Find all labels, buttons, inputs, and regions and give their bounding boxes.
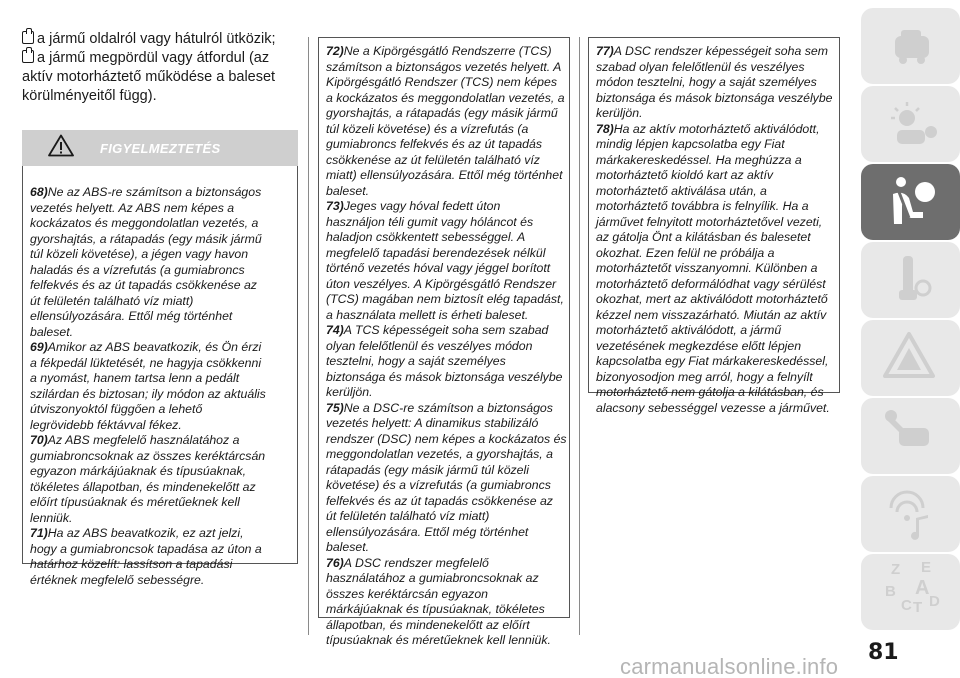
warning-line — [30, 449, 293, 465]
note-text: úton veszélyes. A Kipörgésgátló Rendszer — [326, 276, 557, 291]
warning-line — [596, 354, 835, 370]
note-text: alacsony sebességgel vezesse a járművet. — [596, 400, 830, 415]
warning-line — [30, 371, 293, 387]
warning-line — [326, 571, 565, 587]
warning-line — [596, 292, 835, 308]
note-text: Ne az ABS-re számítson a biztonságos — [47, 185, 262, 199]
svg-text:C: C — [901, 597, 912, 614]
note-text: Ne a Kipörgésgátló Rendszerre (TCS) — [343, 44, 552, 58]
warning-line — [30, 356, 293, 372]
warning-line — [30, 294, 293, 310]
note-text: ellensúlyozására. Ettől még történhet — [30, 309, 233, 323]
warning-line — [596, 106, 835, 122]
note-text: miatt) ellensúlyozására. Ettől még történhet — [326, 168, 563, 182]
warning-line — [596, 339, 835, 355]
warning-line — [30, 433, 293, 449]
chapter-tabs — [857, 0, 960, 678]
note-text: Amikor az ABS beavatkozik, és Ön érzi — [47, 340, 262, 354]
warning-line — [30, 526, 293, 542]
note-text: a használata mellett is érheti baleset. — [326, 307, 529, 322]
warning-line — [326, 478, 565, 494]
note-text: márkájúaknak és típusúaknak, tökéletes — [326, 602, 545, 616]
note-text: a fékpedál lüktetését, ne hagyja csökkenni — [30, 355, 262, 370]
warning-line — [30, 263, 293, 279]
warning-line — [326, 618, 565, 634]
warning-line — [596, 168, 835, 184]
warning-line — [326, 44, 565, 60]
warning-line — [596, 277, 835, 293]
warning-title: FIGYELMEZTETÉS — [100, 141, 221, 156]
warning-line — [326, 602, 565, 618]
warning-triangle-icon — [48, 134, 74, 157]
warning-line — [596, 184, 835, 200]
warning-line — [326, 587, 565, 603]
note-text: motorháztető kioldó kart az aktív — [596, 168, 774, 182]
warning-line — [596, 370, 835, 386]
note-text: gyorshajtás, a rátapadás (egy másik jármű — [326, 106, 558, 120]
warning-line — [596, 215, 835, 231]
note-text: csökkenése az út felületén található víz — [326, 152, 540, 167]
warning-line — [326, 230, 565, 246]
svg-text:T: T — [913, 599, 923, 616]
warning-line — [326, 525, 565, 541]
warning-text-col3 — [596, 44, 835, 416]
hazard-warning-icon — [857, 318, 960, 398]
warning-line — [326, 416, 565, 432]
note-text: A DSC rendszer megfelelő — [343, 555, 489, 570]
note-number: 68) — [30, 185, 48, 199]
note-text: Jeges vagy hóval fedett úton — [343, 199, 501, 213]
note-text: motorháztető továbbra is felnyílik. Ha a — [596, 199, 809, 213]
warning-line — [30, 573, 293, 589]
key-ignition-icon — [857, 240, 960, 320]
warning-box-col3 — [588, 37, 840, 415]
alphabet-index-icon — [857, 552, 960, 632]
warning-line — [326, 75, 565, 91]
note-text: motorháztető nem gátolja a kilátásban, és — [596, 385, 824, 399]
note-text: kockázatos és meggondolatlan vezetés, a — [30, 216, 259, 230]
note-text: használatához a gumiabroncsoknak az — [326, 571, 539, 585]
car-dashboard-icon — [857, 6, 960, 86]
warning-line — [326, 463, 565, 479]
warning-line — [326, 199, 565, 215]
warning-line — [326, 246, 565, 262]
note-text: szabad olyan felelőtlenül és veszélyes — [596, 59, 805, 74]
checkbox-bullet-icon — [22, 31, 34, 44]
note-text: követése) és a vízrefutás (a gumiabroncs — [326, 478, 551, 492]
warning-line — [596, 75, 835, 91]
note-text: motorháztetőt visszanyomni. Különben a — [596, 261, 818, 275]
note-text: (TCS) magában nem biztosít elég tapadást, — [326, 292, 564, 306]
warning-line — [30, 542, 293, 558]
note-number: 76) — [326, 555, 344, 570]
warning-line — [596, 261, 835, 277]
note-text: biztonsága és mások biztonsága veszélybe — [596, 90, 833, 105]
note-text: baleset. — [30, 324, 74, 339]
note-text: út felületén található víz miatt) — [326, 509, 490, 523]
warning-line — [596, 230, 835, 246]
note-text: Ha az aktív motorháztető aktiválódott, — [613, 121, 820, 136]
note-text: határhoz közelít: lassítson a tapadási — [30, 557, 233, 571]
warning-line — [596, 199, 835, 215]
note-text: állapotban, és mindenekelőtt az előírt — [326, 617, 530, 632]
note-text: vezetés helyett: A dinamikus stabilizáló — [326, 416, 539, 430]
note-number: 71) — [30, 526, 48, 540]
chapter-tab[interactable] — [857, 318, 960, 398]
note-text: A TCS képességeit soha sem szabad — [343, 323, 549, 337]
note-text: a nyomást, hanem tartsa lenn a pedált — [30, 371, 240, 385]
note-text: a kockázatos és meggondolatlan vezetés, a — [326, 90, 565, 105]
note-text: motorháztető aktiválása után, a — [596, 183, 767, 198]
note-text: Az ABS megfelelő használatához a — [47, 433, 240, 447]
note-text: előírt típusúaknak és méretűeknek kell — [30, 495, 240, 509]
note-text: túl közeli követése), a jégen vagy havon — [30, 247, 249, 261]
warning-line — [596, 323, 835, 339]
warning-line — [30, 495, 293, 511]
note-text: felfekvés és az út tapadás csökkenése az — [30, 278, 257, 292]
warning-line — [596, 60, 835, 76]
note-number: 72) — [326, 44, 344, 58]
multimedia-icon — [857, 474, 960, 554]
warning-header — [22, 130, 298, 166]
warning-line — [326, 633, 565, 649]
chapter-tab[interactable] — [857, 162, 960, 242]
intro-text — [22, 30, 312, 106]
note-text: gumiabroncs felfekvés és az út tapadás — [326, 137, 543, 151]
note-text: bizonyosodjon meg arról, hogy a felnyílt — [596, 369, 813, 384]
warning-line — [326, 292, 565, 308]
note-text: kézzel nem visszazárható. Miután az aktív — [596, 307, 827, 322]
warning-line — [326, 91, 565, 107]
note-text: vezetés helyett. Az ABS nem képes a — [30, 200, 235, 215]
warning-box-col2 — [318, 37, 570, 647]
warning-line — [596, 385, 835, 401]
warning-box-col1 — [22, 166, 298, 587]
warning-line — [326, 370, 565, 386]
checkbox-bullet-icon — [22, 50, 34, 63]
note-text: felfekvés és az út tapadás csökkenése az — [326, 493, 553, 508]
svg-text:B: B — [885, 583, 896, 600]
warning-line — [596, 137, 835, 153]
warning-line — [30, 511, 293, 527]
chapter-tab[interactable] — [857, 474, 960, 554]
note-number: 69) — [30, 340, 48, 354]
note-text: összes keréktárcsán egyazon — [326, 586, 488, 601]
note-number: 70) — [30, 433, 48, 447]
warning-line — [326, 509, 565, 525]
service-wrench-icon — [857, 396, 960, 476]
chapter-tab[interactable] — [857, 552, 960, 632]
note-text: A DSC rendszer képességeit soha sem — [613, 44, 828, 58]
svg-text:E: E — [921, 559, 932, 576]
note-text: út felületén található víz miatt) — [30, 293, 194, 308]
warning-line — [596, 122, 835, 138]
chapter-tab[interactable] — [857, 396, 960, 476]
column-divider — [579, 37, 580, 635]
note-text: ellensúlyozására. Ettől még történhet — [326, 524, 529, 539]
chapter-tab[interactable] — [857, 84, 960, 164]
warning-line — [596, 246, 835, 262]
svg-text:D: D — [929, 593, 940, 610]
note-text: meggondolatlan vezetés, a gyorshajtás, a — [326, 447, 553, 461]
intro-line-1: a jármű oldalról vagy hátulról ütközik; — [22, 30, 312, 49]
warning-text-col2 — [326, 44, 565, 649]
note-text: túl közeli követése) és a vízrefutás (a — [326, 121, 529, 136]
warning-line — [326, 494, 565, 510]
note-text: rátapadás (egy másik jármű túl közeli — [326, 462, 529, 477]
chapter-tab[interactable] — [857, 240, 960, 320]
note-text: megfelelő tapadási berendezések nélkül — [326, 245, 546, 260]
warning-line — [326, 447, 565, 463]
column-divider — [308, 37, 309, 635]
warning-line — [596, 44, 835, 60]
warning-line — [326, 401, 565, 417]
warning-line — [326, 106, 565, 122]
note-text: hogy a gumiabroncsok tapadása az úton a — [30, 541, 262, 556]
note-text: motorháztető deformálódhat vagy sérülést — [596, 276, 826, 291]
note-number: 78) — [596, 121, 614, 136]
svg-text:A: A — [915, 577, 930, 599]
note-number: 77) — [596, 44, 614, 58]
warning-line — [326, 385, 565, 401]
warning-line — [326, 323, 565, 339]
note-text: számítson a biztonságos vezetés helyett. A — [326, 59, 562, 74]
warning-line — [326, 277, 565, 293]
note-text: rendszer (DSC) nem képes a kockázatos és — [326, 431, 567, 446]
note-text: tesztelni, hogy a saját személyes — [326, 354, 506, 368]
note-text: történő vezetés hóval vagy jéggel borított — [326, 261, 551, 275]
seatbelt-airbag-icon — [857, 162, 960, 242]
warning-line — [326, 215, 565, 231]
note-text: Kipörgésgátló Rendszer (TCS) nem képes — [326, 75, 558, 89]
warning-line — [30, 480, 293, 496]
note-text: mindig lépjen kapcsolatba egy Fiat — [596, 137, 785, 151]
note-text: okozhat, mert az aktiválódott motorháztető — [596, 292, 828, 306]
note-text: tökéletes állapotban, és mindenekelőtt az — [30, 479, 256, 494]
warning-line — [326, 60, 565, 76]
note-text: gyorshajtás, a rátapadás (egy másik jármű — [30, 231, 262, 246]
note-text: Ne a DSC-re számítson a biztonságos — [343, 400, 553, 415]
note-text: motorháztető aktiválódott, a jármű — [596, 323, 782, 337]
svg-text:Z: Z — [891, 561, 901, 578]
note-text: biztonsága és mások biztonsága veszélybe — [326, 369, 563, 384]
note-number: 75) — [326, 400, 344, 415]
warning-line — [30, 464, 293, 480]
note-text: egyazon márkájúaknak és típusúaknak, — [30, 464, 247, 478]
intro-line-3: aktív motorháztető működése a baleset — [22, 69, 276, 85]
warning-text-col1 — [30, 185, 293, 588]
warning-line — [30, 309, 293, 325]
footer-watermark: carmanualsonline.info — [620, 654, 839, 678]
note-text: használjon téli gumit vagy hóláncot és — [326, 214, 534, 229]
note-text: gumiabroncsoknak az összes keréktárcsán — [30, 448, 266, 463]
warning-line — [30, 232, 293, 248]
warning-line — [30, 557, 293, 573]
warning-line — [30, 402, 293, 418]
warning-line — [30, 278, 293, 294]
warning-line — [326, 308, 565, 324]
note-text: baleset. — [326, 183, 370, 198]
chapter-tab[interactable] — [857, 6, 960, 86]
lights-icon — [857, 84, 960, 164]
warning-line — [326, 339, 565, 355]
warning-line — [30, 216, 293, 232]
note-text: haladás és a vízrefutás (a gumiabroncs — [30, 262, 245, 277]
note-text: vezetésének megkezdése előtt lépjen — [596, 338, 802, 353]
note-text: kapcsolatba egy Fiat márkakereskedéssel, — [596, 354, 829, 368]
warning-line — [326, 168, 565, 184]
note-text: haladjon csökkentett sebességgel. A — [326, 230, 526, 244]
note-text: típusúaknak és méretűeknek kell lenniük. — [326, 633, 551, 647]
warning-line — [326, 261, 565, 277]
note-text: járművet felnyitott motorháztetővel vezeti, — [596, 214, 823, 229]
note-text: módon tesztelni, hogy a saját személyes — [596, 75, 817, 89]
warning-line — [326, 122, 565, 138]
note-text: márkakereskedéssel. Ha meghúzza a — [596, 152, 802, 167]
note-text: olyan felelőtlenül és veszélyes módon — [326, 338, 533, 353]
note-text: értéknek megfelelő sebességre. — [30, 572, 205, 587]
warning-line — [30, 185, 293, 201]
page-number: 81 — [868, 640, 899, 665]
note-number: 74) — [326, 323, 344, 337]
warning-line — [596, 91, 835, 107]
note-text: lenniük. — [30, 510, 73, 525]
note-number: 73) — [326, 199, 344, 213]
warning-line — [326, 556, 565, 572]
note-text: kerüljön. — [596, 106, 643, 120]
warning-line — [30, 418, 293, 434]
warning-line — [30, 340, 293, 356]
note-text: okozhat. Ezen felül ne próbálja a — [596, 245, 775, 260]
warning-line — [326, 184, 565, 200]
intro-line-2: a jármű megpördül vagy átfordul (az — [22, 49, 312, 68]
warning-line — [326, 540, 565, 556]
warning-line — [596, 153, 835, 169]
warning-line — [326, 432, 565, 448]
warning-line — [326, 354, 565, 370]
note-text: szilárdan és biztosan; ily módon az aktuális — [30, 386, 266, 401]
warning-line — [30, 247, 293, 263]
warning-line — [30, 201, 293, 217]
note-text: baleset. — [326, 540, 370, 554]
note-text: útviszonyoktól függően a lehető — [30, 402, 203, 416]
intro-line-4: körülményeitől függ). — [22, 88, 157, 104]
warning-line — [596, 308, 835, 324]
warning-line — [596, 401, 835, 417]
warning-line — [30, 387, 293, 403]
note-text: kerüljön. — [326, 385, 373, 399]
warning-line — [326, 153, 565, 169]
note-text: legrövidebb féktávval fékez. — [30, 417, 182, 432]
note-text: az gátolja Önt a kilátásban és balesetet — [596, 230, 811, 244]
warning-line — [326, 137, 565, 153]
note-text: Ha az ABS beavatkozik, ez azt jelzi, — [47, 526, 244, 540]
warning-line — [30, 325, 293, 341]
